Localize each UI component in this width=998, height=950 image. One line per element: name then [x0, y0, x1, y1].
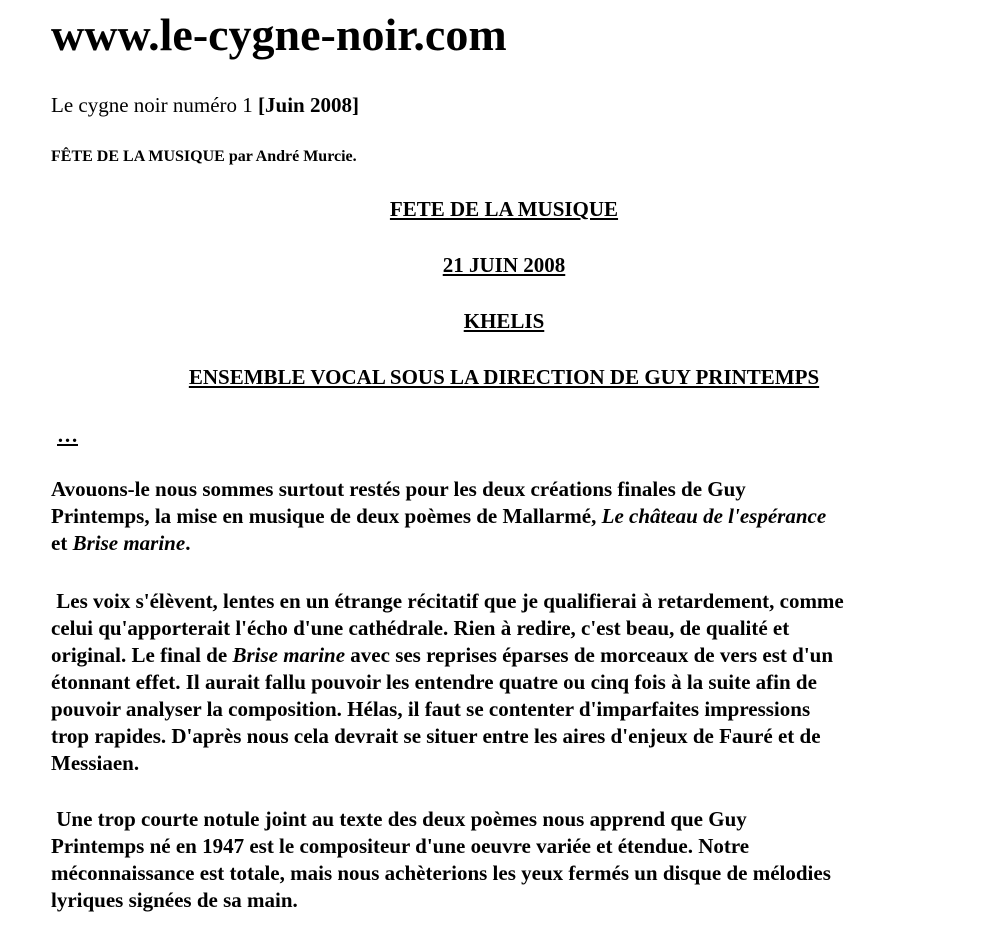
paragraph-line: Les voix s'élèvent, lentes en un étrange récitatif que je qualifierai à retardement, comme — [51, 589, 844, 613]
poem-title: Le château de l'espérance — [601, 504, 827, 528]
paragraph-line: Avouons-le nous sommes surtout restés pour les deux créations finales de Guy — [51, 477, 746, 501]
paragraph-line: étonnant effet. Il aurait fallu pouvoir les entendre quatre ou cinq fois à la suite afin de — [51, 670, 817, 694]
paragraph-line — [51, 503, 971, 530]
article-heading: FÊTE DE LA MUSIQUE par André Murcie. — [51, 148, 357, 165]
issue-line — [51, 93, 359, 118]
paragraph-line: Une trop courte notule joint au texte des deux poèmes nous apprend que Guy — [51, 807, 747, 831]
text-run: et — [51, 531, 73, 555]
issue-date: [Juin 2008] — [258, 93, 359, 117]
paragraph-line: trop rapides. D'après nous cela devrait se situer entre les aires d'enjeux de Fauré et de — [51, 724, 821, 748]
paragraph-line: Messiaen. — [51, 751, 140, 775]
paragraph-line: méconnaissance est totale, mais nous achèterions les yeux fermés un disque de mélodies — [51, 861, 831, 885]
site-title: www.le-cygne-noir.com — [51, 9, 507, 60]
paragraph-1 — [51, 476, 971, 557]
event-date: 21 JUIN 2008 — [442, 253, 566, 277]
paragraph-2 — [51, 588, 971, 777]
paragraph-line: pouvoir analyser la composition. Hélas, il faut se contenter d'imparfaites impressions — [51, 697, 811, 721]
paragraph-line: lyriques signées de sa main. — [51, 888, 298, 912]
paragraph-line: Printemps né en 1947 est le compositeur d'une oeuvre variée et étendue. Notre — [51, 834, 750, 858]
paragraph-line — [51, 642, 971, 669]
text-run: original. Le final de — [51, 643, 233, 667]
poem-title: Brise marine — [72, 531, 186, 555]
text-run: . — [185, 531, 191, 555]
text-run: Printemps, la mise en musique de deux poèmes de Mallarmé, — [51, 504, 602, 528]
event-ensemble: ENSEMBLE VOCAL SOUS LA DIRECTION DE GUY PRINTEMPS — [188, 365, 820, 389]
ellipsis: … — [57, 423, 78, 447]
paragraph-line: celui qu'apporterait l'écho d'une cathédrale. Rien à redire, c'est beau, de qualité et — [51, 616, 790, 640]
paragraph-line — [51, 530, 971, 557]
issue-text: Le cygne noir numéro 1 — [51, 93, 259, 117]
poem-title: Brise marine — [232, 643, 346, 667]
paragraph-3 — [51, 806, 971, 914]
text-run: avec ses reprises éparses de morceaux de vers est d'un — [345, 643, 834, 667]
event-venue: KHELIS — [463, 309, 545, 333]
event-title: FETE DE LA MUSIQUE — [389, 197, 619, 221]
